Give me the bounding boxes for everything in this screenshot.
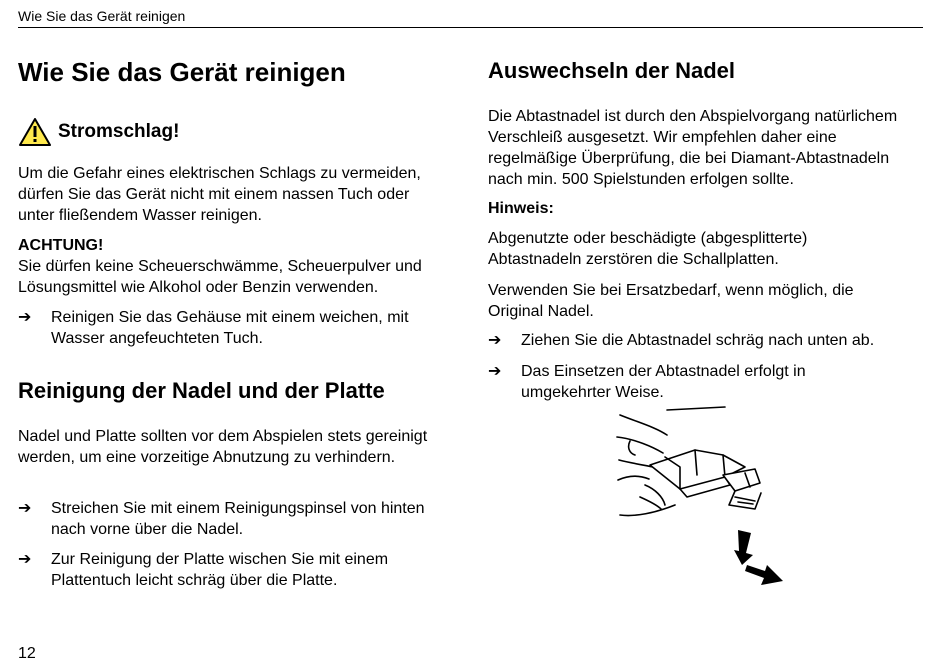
right-arrow-icon: ➔ [488,332,502,349]
warning-triangle-icon [18,117,52,147]
right-arrow-icon: ➔ [18,309,32,326]
right-arrow-icon: ➔ [488,363,502,380]
hint-label: Hinweis: [488,200,554,217]
caution-text: Sie dürfen keine Scheuerschwämme, Scheuerpulver und Lösungsmittel wie Alkohol oder Benzin verwenden. [18,258,422,296]
right-arrow-icon: ➔ [18,500,32,517]
bullet-brush: Streichen Sie mit einem Reinigungspinsel von hinten nach vorne über die Nadel. [51,500,425,538]
bullet-insert-needle: Das Einsetzen der Abtastnadel erfolgt in umgekehrter Weise. [521,363,806,401]
page-number: 12 [18,645,36,662]
bullet-cloth: Zur Reinigung der Platte wischen Sie mit einem Plattentuch leicht schräg über die Platte. [51,551,389,589]
hint-text: Abgenutzte oder beschädigte (abgesplitterte) Abtastnadeln zerstören die Schallplatten. [488,230,808,268]
warning-heading [18,117,179,147]
page-title: Wie Sie das Gerät reinigen [18,57,346,87]
bullet-housing: Reinigen Sie das Gehäuse mit einem weichen, mit Wasser angefeuchteten Tuch. [51,309,409,347]
section-text: Nadel und Platte sollten vor dem Abspielen stets gereinigt werden, um eine vorzeitige Abnutzung zu verhindern. [18,428,428,466]
warning-text: Um die Gefahr eines elektrischen Schlags zu vermeiden, dürfen Sie das Gerät nicht mit einem nassen Tuch oder unter fließendem Wasser reinigen. [18,165,421,224]
needle-removal-illustration [605,405,795,590]
replacement-text: Verwenden Sie bei Ersatzbedarf, wenn möglich, die Original Nadel. [488,282,854,320]
header-rule [18,27,923,28]
section-title-needle-plate: Reinigung der Nadel und der Platte [18,378,385,403]
caution-label: ACHTUNG! [18,237,104,254]
section-title-replace-needle: Auswechseln der Nadel [488,58,735,83]
right-arrow-icon: ➔ [18,551,32,568]
intro-text: Die Abtastnadel ist durch den Abspielvorgang natürlichem Verschleiß ausgesetzt. Wir empfehlen daher eine regelmäßige Überprüfung, die bei Diamant-Abtastnadeln nach min. 500 Spielstunden erfolgen sollte. [488,108,898,188]
bullet-pull-needle: Ziehen Sie die Abtastnadel schräg nach unten ab. [521,332,875,349]
warning-title: Stromschlag! [58,121,180,142]
running-head: Wie Sie das Gerät reinigen [18,8,186,24]
